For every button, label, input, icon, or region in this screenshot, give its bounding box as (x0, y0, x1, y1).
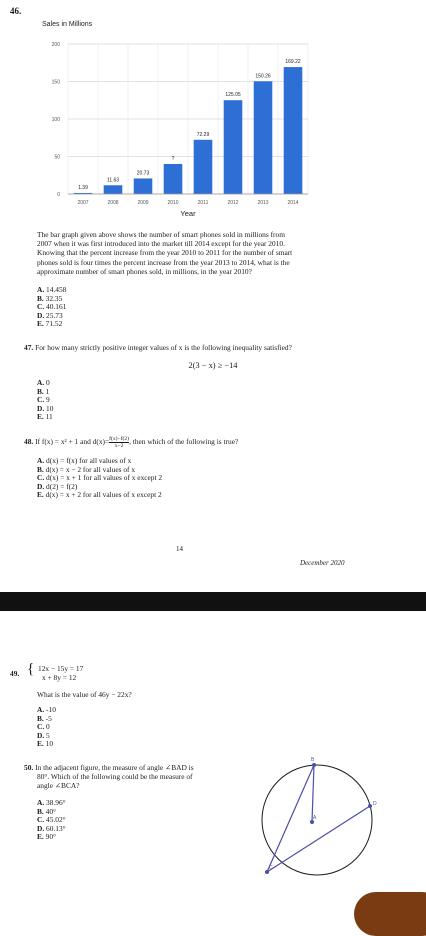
x-tick-label: 2008 (107, 200, 119, 206)
option-letter: D. (37, 403, 45, 413)
x-tick-label: 2014 (287, 200, 299, 206)
option-text: 5 (46, 730, 50, 740)
question-50-options (37, 799, 66, 842)
option-text: 25.73 (46, 310, 63, 320)
option-text: 40.161 (46, 302, 67, 312)
option-letter: A. (37, 456, 45, 465)
page-separator-band (0, 592, 426, 611)
x-axis-title: Year (180, 209, 196, 218)
option-text: 90° (45, 832, 56, 842)
bar-2011 (194, 140, 213, 194)
option-letter: E. (37, 739, 44, 749)
option-text: 71.52 (45, 319, 63, 329)
question-50-line: In the adjacent figure, the measure of angle ∠BAD is (35, 763, 194, 772)
question-47-stem (24, 343, 292, 352)
option-e[interactable] (37, 740, 56, 749)
question-49-system (38, 664, 83, 682)
option-letter: C. (37, 302, 45, 312)
circle-geometry-figure (256, 756, 384, 886)
bar-2010 (164, 164, 183, 194)
question-46-options (37, 286, 66, 329)
option-letter: A. (37, 285, 45, 294)
data-label: 1.39 (78, 184, 88, 191)
question-50-stem (24, 763, 194, 772)
option-letter: D. (37, 730, 45, 740)
x-tick-label: 2009 (137, 200, 149, 206)
y-tick-label: 100 (51, 117, 60, 123)
y-axis-title: Sales in Millions (42, 21, 93, 28)
y-tick-label: 200 (51, 42, 60, 48)
question-49-text: What is the value of 46y − 22x? (37, 690, 132, 699)
question-48-fraction (109, 436, 129, 449)
smartphone-sales-bar-chart (28, 14, 310, 224)
option-letter: C. (37, 815, 45, 825)
x-tick-label: 2011 (197, 200, 209, 206)
question-47-inequality: 2(3 − x) ≥ −14 (188, 361, 238, 370)
question-48-options (37, 457, 162, 500)
question-49-number: 49. (10, 669, 20, 678)
question-50-line: 80°. Which of the following could be the measure of (37, 772, 193, 781)
question-50-number: 50. (24, 763, 34, 772)
question-46-line: approximate number of smart phones sold, in millions, in the year 2010? (37, 266, 252, 276)
option-letter: D. (37, 823, 45, 833)
option-e[interactable] (37, 320, 66, 329)
option-text: 9 (46, 395, 50, 405)
question-46-paragraph (37, 230, 392, 276)
question-48-number: 48. (24, 437, 34, 447)
option-text: 38.96° (46, 798, 66, 807)
option-text: 32.35 (45, 293, 63, 303)
option-text: d(2) = f(2) (46, 481, 78, 491)
option-text: 45.02° (46, 815, 66, 825)
option-letter: A. (37, 378, 45, 387)
option-text: 11 (45, 412, 53, 422)
question-48-stem (24, 436, 238, 449)
data-label: ? (171, 156, 175, 162)
label-c: C (269, 865, 273, 871)
option-e[interactable] (37, 413, 53, 422)
x-tick-label: 2007 (77, 200, 89, 206)
bar-2008 (104, 185, 123, 194)
option-e[interactable] (37, 833, 66, 842)
question-46-line: The bar graph given above shows the number of smart phones sold in millions from (37, 230, 285, 239)
option-text: 10 (46, 403, 54, 413)
question-46-line: 2007 when it was first introduced into the market till 2014 except for the year 2010. (37, 239, 285, 249)
option-letter: A. (37, 798, 45, 807)
data-label: 11.63 (106, 177, 120, 184)
footer-date: December 2020 (300, 559, 345, 567)
page-number: 14 (176, 545, 183, 553)
option-text: 40° (45, 806, 56, 816)
option-text: -10 (46, 705, 56, 714)
bar-2012 (224, 100, 243, 194)
option-text: d(x) = x + 1 for all values of x except 2 (46, 473, 163, 483)
segment-ba (312, 765, 314, 822)
label-d: D (373, 801, 377, 807)
x-tick-label: 2012 (227, 200, 239, 206)
x-tick-label: 2013 (257, 200, 269, 206)
question-46-line: phones sold is four times the percent increase from the year 2013 to 2014, what is the (37, 257, 290, 267)
option-letter: B. (37, 464, 44, 474)
question-47-text: For how many strictly positive integer values of x is the following inequality satisfied? (35, 343, 292, 352)
bar-2013 (254, 81, 273, 194)
data-label: 169.22 (285, 59, 301, 66)
option-text: 1 (45, 386, 50, 396)
option-letter: B. (37, 713, 44, 723)
question-50-line: angle ∠BCA? (37, 781, 80, 790)
fraction-numerator: f(x)−f(2) (109, 436, 130, 442)
question-47-number: 47. (24, 343, 34, 352)
option-text: 14.458 (46, 285, 67, 294)
point-b (312, 763, 316, 767)
y-tick-label: 50 (54, 154, 60, 161)
option-text: 60.13° (46, 823, 66, 833)
system-brace: { (27, 661, 35, 677)
chord-cd (267, 806, 370, 872)
data-label: 125.05 (225, 92, 241, 99)
equation-1: 12x − 15y = 17 (38, 664, 84, 673)
option-text: 0 (46, 722, 50, 732)
option-letter: C. (37, 473, 45, 483)
x-tick-label: 2010 (167, 200, 179, 206)
question-46-line: Knowing that the percent increase from the year 2010 to 2011 for the number of smart (37, 248, 293, 258)
data-label: 150.26 (255, 73, 271, 80)
label-b: B (311, 757, 315, 763)
option-letter: B. (37, 806, 44, 816)
option-text: d(x) = x − 2 for all values of x (45, 464, 136, 474)
chord-bc (267, 765, 314, 872)
question-49-options (37, 706, 56, 749)
option-letter: E. (37, 490, 44, 500)
option-text: d(x) = f(x) for all values of x (46, 456, 132, 465)
option-text: 10 (45, 739, 54, 749)
data-label: 20.73 (136, 170, 150, 177)
option-letter: B. (37, 293, 44, 303)
option-letter: D. (37, 481, 45, 491)
question-46-number: 46. (10, 6, 22, 16)
option-letter: A. (37, 705, 45, 714)
option-text: d(x) = x + 2 for all values of x except 2 (45, 490, 162, 500)
point-d (368, 804, 372, 808)
label-a: A (313, 815, 317, 821)
option-letter: E. (37, 412, 44, 422)
circle-outline (262, 765, 372, 875)
bar-2014 (284, 67, 303, 194)
option-text: 0 (46, 378, 50, 387)
fraction-denominator: x−2 (114, 443, 124, 449)
corner-overlay (354, 892, 426, 936)
question-48-text-end: , then which of the following is true? (129, 437, 239, 447)
option-letter: C. (37, 722, 45, 732)
option-e[interactable] (37, 491, 162, 500)
bar-2009 (134, 178, 153, 194)
option-letter: C. (37, 395, 45, 405)
option-letter: D. (37, 310, 45, 320)
y-tick-label: 0 (57, 192, 60, 198)
question-47-options (37, 379, 53, 422)
option-text: -5 (45, 713, 52, 723)
option-letter: E. (37, 319, 44, 329)
equation-2: x + 8y = 12 (42, 673, 77, 683)
y-tick-label: 150 (51, 79, 60, 86)
option-letter: B. (37, 386, 44, 396)
data-label: 72.29 (196, 131, 210, 138)
question-48-text: If f(x) = x² + 1 and d(x)= (35, 437, 110, 447)
option-letter: E. (37, 832, 44, 842)
